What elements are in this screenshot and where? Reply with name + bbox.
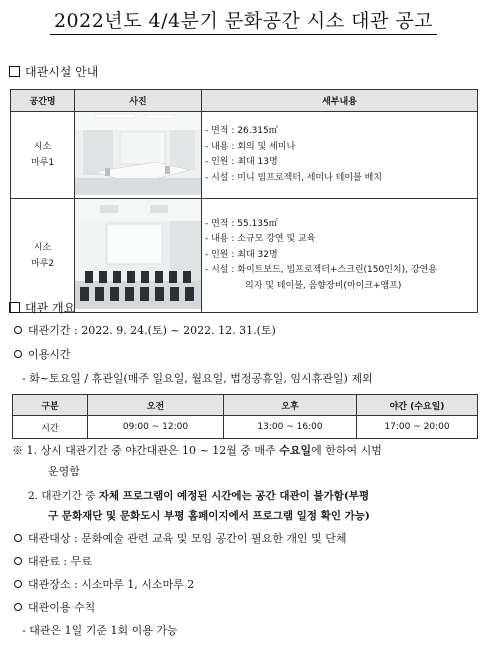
target-text: 대관대상 : 문화예술 관련 교육 및 모임 공간이 필요한 개인 및 단체 bbox=[14, 530, 346, 546]
table-row bbox=[13, 416, 478, 439]
section-heading-facility: 대관시설 안내 bbox=[9, 63, 98, 80]
note-1: ※ 1. 상시 대관기간 중 야간대관은 10 ~ 12월 중 매주 수요일에 한하여 시범 bbox=[12, 444, 382, 457]
circle-bullet-icon bbox=[14, 603, 22, 611]
circle-bullet-icon bbox=[14, 580, 22, 588]
lecture-room-photo bbox=[75, 199, 201, 309]
checkbox-square-icon bbox=[9, 302, 20, 313]
circle-bullet-icon bbox=[14, 557, 22, 565]
header-morning: 오전 bbox=[88, 395, 224, 416]
fee-text: 대관료 : 무료 bbox=[14, 553, 92, 569]
table-cell: 시간 bbox=[13, 416, 88, 439]
section-heading-overview: 대관 개요 bbox=[9, 299, 75, 316]
note-2: 2. 대관기간 중 자체 프로그램이 예정된 시간에는 공간 대관이 불가함(부평 bbox=[28, 490, 370, 502]
header-details: 세부내용 bbox=[202, 90, 478, 112]
period-text: 대관기간 : 2022. 9. 24.(토) ~ 2022. 12. 31.(토) bbox=[14, 322, 276, 338]
circle-bullet-icon bbox=[14, 534, 22, 542]
room-details: - 면적 : 26.315㎡ - 내용 : 회의 및 세미나 - 인원 : 최대 13명 - 시설 : 미니 빔프로젝터, 세미나 테이블 배치 bbox=[202, 112, 478, 199]
rules-note: - 대관은 1일 기준 1회 이용 가능 bbox=[22, 624, 178, 637]
room-photo bbox=[75, 112, 202, 199]
room-name: 시소 마루2 bbox=[11, 199, 75, 313]
table-row bbox=[11, 112, 478, 199]
header-night: 야간 (수요일) bbox=[357, 395, 478, 416]
room-name: 시소 마루1 bbox=[11, 112, 75, 199]
page-title: 2022년도 4/4분기 문화공간 시소 대관 공고 bbox=[0, 6, 487, 33]
rules-label: 대관이용 수칙 bbox=[14, 599, 95, 615]
table-row bbox=[11, 199, 478, 313]
table-cell: 17:00 ~ 20:00 bbox=[357, 416, 478, 439]
note-1-line2: 운영함 bbox=[48, 465, 80, 478]
checkbox-square-icon bbox=[9, 66, 20, 77]
header-space: 공간명 bbox=[11, 90, 75, 112]
circle-bullet-icon bbox=[14, 350, 22, 358]
room-details: - 면적 : 55.135㎡ - 내용 : 소규모 강연 및 교육 - 인원 : 최대 32명 - 시설 : 화이트보드, 빔프로젝터+스크린(150인치), 강연용 의자 및 테이블, 음향장비(마이크+앰프) bbox=[202, 199, 478, 313]
header-photo: 사진 bbox=[75, 90, 202, 112]
place-text: 대관장소 : 시소마루 1, 시소마루 2 bbox=[14, 576, 194, 592]
table-cell: 09:00 ~ 12:00 bbox=[88, 416, 224, 439]
facility-table bbox=[10, 89, 478, 313]
time-table bbox=[12, 394, 478, 439]
seminar-room-photo bbox=[75, 112, 201, 195]
note-2-line2: 구 문화재단 및 문화도시 부평 홈페이지에서 프로그램 일정 확인 가능) bbox=[48, 510, 370, 522]
header-category: 구분 bbox=[13, 395, 88, 416]
hours-label: 이용시간 bbox=[14, 346, 71, 362]
table-cell: 13:00 ~ 16:00 bbox=[224, 416, 357, 439]
room-photo bbox=[75, 199, 202, 313]
hours-note: - 화~토요일 / 휴관일(매주 일요일, 월요일, 법정공휴일, 임시휴관일) 제외 bbox=[22, 372, 373, 385]
header-afternoon: 오후 bbox=[224, 395, 357, 416]
circle-bullet-icon bbox=[14, 326, 22, 334]
